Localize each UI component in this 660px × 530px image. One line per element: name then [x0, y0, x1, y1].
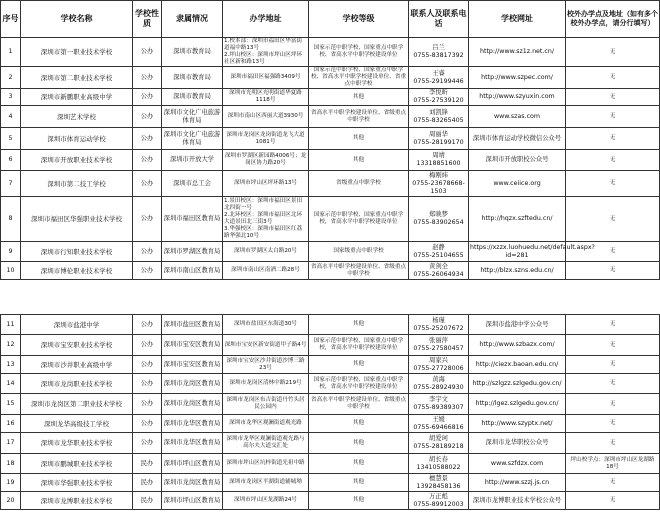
row-number-cell: 8 [1, 197, 21, 242]
school-nature-cell: 公办 [133, 242, 162, 262]
school-name-cell: 深圳龙华高级技工学校 [21, 415, 133, 433]
contact-cell: 周靖 13318851600 [409, 150, 469, 171]
external-sites-cell: 无 [566, 492, 660, 510]
external-sites-cell: 坪山校学点：深圳市坪山区龙湖路18号 [566, 454, 660, 474]
school-nature-cell: 公办 [133, 356, 162, 374]
address-cell: 深圳市罗湖区新园路4006号；龙岗区协力路20号 [223, 150, 309, 171]
table-row [1, 128, 660, 150]
school-name-cell: 深圳市盐港中学 [21, 315, 133, 335]
school-nature-cell: 公办 [133, 394, 162, 415]
affiliation-cell: 深圳市坪山区教育局 [162, 454, 223, 474]
row-number-cell: 2 [1, 67, 21, 89]
address-cell: 1.校本部：深圳市福田区华富街道福中路13号 2.坪山校区：深圳市坪山区坪环社区新和路13号 [223, 38, 309, 67]
website-cell: http://blzx.szns.edu.cn/ [469, 262, 566, 280]
affiliation-cell: 深圳市龙岗区教育局 [162, 394, 223, 415]
schools-table-part2 [0, 314, 660, 510]
row-number-cell: 7 [1, 171, 21, 197]
website-cell: 深圳市开放职校公众号 [469, 150, 566, 171]
school-nature-cell: 公办 [133, 335, 162, 356]
table-row [1, 106, 660, 128]
header-no: 序号 [1, 1, 21, 38]
grade-cell: 国家示范中职学校、国家重点中职学校，省高水平中职学校建设单位 [309, 335, 409, 356]
row-number-cell: 19 [1, 474, 21, 492]
contact-cell: 周家兴 0755-27728006 [409, 356, 469, 374]
header-url: 学校网址 [469, 1, 566, 38]
external-sites-cell: 无 [566, 128, 660, 150]
contact-cell: 黄剑全 0755-26064934 [409, 262, 469, 280]
school-name-cell: 深圳市沙井职业高级中学 [21, 356, 133, 374]
table-row [1, 492, 660, 510]
website-cell: http://szlgzz.szlgedu.gov.cn/ [469, 374, 566, 394]
affiliation-cell: 深圳市坪山区教育局 [162, 492, 223, 510]
address-cell: 深圳市龙华区观澜街道观光路与高尔夫大道交汇处 [223, 433, 309, 454]
page-gap [0, 303, 659, 314]
school-nature-cell: 公办 [133, 315, 162, 335]
school-name-cell: 深圳市福田区华强职业技术学校 [21, 197, 133, 242]
school-name-cell: 深圳艺术学校 [21, 106, 133, 128]
grade-cell: 国家示范中职学校、国家重点中职学校、省高水平中职学校建设单位、省重点中职学校 [309, 67, 409, 89]
school-name-cell: 深圳市博伦职业技术学校 [21, 262, 133, 280]
school-nature-cell: 公办 [133, 106, 162, 128]
row-number-cell: 16 [1, 415, 21, 433]
table-row [1, 415, 660, 433]
row-number-cell: 20 [1, 492, 21, 510]
affiliation-cell: 深圳市宝安区教育局 [162, 356, 223, 374]
affiliation-cell: 深圳市教育局 [162, 89, 223, 106]
table-row [1, 394, 660, 415]
external-sites-cell: 无 [566, 197, 660, 242]
table-row [1, 38, 660, 67]
table-row [1, 454, 660, 474]
affiliation-cell: 深圳市南山区教育局 [162, 262, 223, 280]
contact-cell: 吕兰 0755-83817392 [409, 38, 469, 67]
header-row [1, 1, 660, 38]
row-number-cell: 13 [1, 356, 21, 374]
address-cell: 深圳市福田区福强路3409号 [223, 67, 309, 89]
table-row [1, 262, 660, 280]
external-sites-cell: 无 [566, 38, 660, 67]
row-number-cell: 15 [1, 394, 21, 415]
address-cell: 深圳市坪山区坑梓街道光祖中路 [223, 454, 309, 474]
contact-cell: 李悦昕 0755-27539120 [409, 89, 469, 106]
header-nature: 学校性质 [133, 1, 162, 38]
affiliation-cell: 深圳市教育局 [162, 38, 223, 67]
address-cell: 深圳市坪山区龙湖路24号 [223, 492, 309, 510]
row-number-cell: 18 [1, 454, 21, 474]
website-cell: http://www.sz1z.net.cn/ [469, 38, 566, 67]
external-sites-cell: 无 [566, 67, 660, 89]
header-external-sites: 校外办学点及地址（如有多个校外办学点，请分行填写） [566, 1, 660, 38]
row-number-cell: 6 [1, 150, 21, 171]
contact-cell: 檀慧景 13928458136 [409, 474, 469, 492]
website-cell: www.szfdzx.com [469, 454, 566, 474]
external-sites-cell: 无 [566, 335, 660, 356]
external-sites-cell: 无 [566, 374, 660, 394]
website-cell: https://xzzx.luohuedu.net/default.aspx?id=281 [469, 242, 566, 262]
school-nature-cell: 公办 [133, 415, 162, 433]
table-row [1, 315, 660, 335]
grade-cell: 国家示范中职学校、国家重点中职学校，省高水平中职学校建设单位 [309, 197, 409, 242]
table-row [1, 150, 660, 171]
table-row [1, 374, 660, 394]
affiliation-cell: 深圳市龙岗区教育局 [162, 474, 223, 492]
table-row [1, 433, 660, 454]
table-row [1, 242, 660, 262]
website-cell: http://www.szyuxin.com [469, 89, 566, 106]
website-cell: http://ciezx.baoan.edu.cn/ [469, 356, 566, 374]
school-name-cell: 深圳市开放职业技术学校 [21, 150, 133, 171]
row-number-cell: 12 [1, 335, 21, 356]
affiliation-cell: 深圳市文化广电旅游体育局 [162, 106, 223, 128]
grade-cell: 省高水平中职学校建设单位、省级重点中职学校 [309, 394, 409, 415]
row-number-cell: 14 [1, 374, 21, 394]
row-number-cell: 1 [1, 38, 21, 67]
school-name-cell: 深圳市龙岗区第二职业技术学校 [21, 394, 133, 415]
school-nature-cell: 公办 [133, 128, 162, 150]
school-nature-cell: 公办 [133, 150, 162, 171]
affiliation-cell: 深圳市盐田区教育局 [162, 315, 223, 335]
contact-cell: 张丽萍 0755-27580457 [409, 335, 469, 356]
school-name-cell: 深圳市龙博职业技术学校 [21, 492, 133, 510]
external-sites-cell: 无 [566, 106, 660, 128]
school-name-cell: 深圳市龙华职业技术学校 [21, 433, 133, 454]
address-cell: 深圳市罗湖区太白路20号 [223, 242, 309, 262]
grade-cell: 省级重点中职学校 [309, 171, 409, 197]
grade-cell: 省高水平中职学校建设单位、省级重点中职学校 [309, 106, 409, 128]
table-row [1, 474, 660, 492]
header-affiliation: 隶属情况 [162, 1, 223, 38]
contact-cell: 李宇文 0755-89389307 [409, 394, 469, 415]
grade-cell: 其他 [309, 492, 409, 510]
row-number-cell: 9 [1, 242, 21, 262]
address-cell: 深圳市南山区南酒二路28号 [223, 262, 309, 280]
school-nature-cell: 公办 [133, 67, 162, 89]
school-name-cell: 深圳市新鹏职业高级中学 [21, 89, 133, 106]
address-cell: 深圳市盐田区东海道30号 [223, 315, 309, 335]
website-cell: http://www.szbazx.com/ [469, 335, 566, 356]
grade-cell: 其他 [309, 315, 409, 335]
school-nature-cell: 公办 [133, 374, 162, 394]
contact-cell: 周丽华 0755-28199170 [409, 128, 469, 150]
contact-cell: 胡长春 13410588022 [409, 454, 469, 474]
school-nature-cell: 公办 [133, 89, 162, 106]
website-cell: http://www.szpec.com/ [469, 67, 566, 89]
grade-cell: 其他 [309, 150, 409, 171]
affiliation-cell: 深圳市教育局 [162, 67, 223, 89]
address-cell: 1.景田校区：深圳市福田区景田北四街一号 2.北环校区：深圳市福田区北环大道景田北三街3号 3.华强校区：深圳市福田区红荔路华强北10号 [223, 197, 309, 242]
website-cell: www.szas.com [469, 106, 566, 128]
grade-cell: 国家示范中职学校、国家重点中职学校，省高水平中职学校建设单位 [309, 374, 409, 394]
grade-cell: 其他 [309, 89, 409, 106]
website-cell: http://hqzx.szftedu.cn/ [469, 197, 566, 242]
school-nature-cell: 公办 [133, 197, 162, 242]
grade-cell: 其他 [309, 128, 409, 150]
address-cell: 深圳市光明区光明街道华夏路1118号 [223, 89, 309, 106]
school-name-cell: 深圳市龙岗职业技术学校 [21, 374, 133, 394]
external-sites-cell: 无 [566, 242, 660, 262]
affiliation-cell: 深圳市罗湖区教育局 [162, 242, 223, 262]
grade-cell: 国家示范中职学校、国家重点中职学校、省高水平中职学校建设单位 [309, 38, 409, 67]
header-name: 学校名称 [21, 1, 133, 38]
school-name-cell: 深圳市第二职业技术学校 [21, 67, 133, 89]
header-grade: 学校等级 [309, 1, 409, 38]
table-row [1, 171, 660, 197]
grade-cell: 其他 [309, 415, 409, 433]
row-number-cell: 17 [1, 433, 21, 454]
table-row [1, 335, 660, 356]
row-number-cell: 5 [1, 128, 21, 150]
address-cell: 深圳市龙岗区平湖街道辅城坳 [223, 474, 309, 492]
school-name-cell: 深圳市体育运动学校 [21, 128, 133, 150]
grade-cell: 其他 [309, 433, 409, 454]
grade-cell: 省高水平中职学校建设单位、省级重点中职学校 [309, 262, 409, 280]
contact-cell: 王媛 0755-69466816 [409, 415, 469, 433]
row-number-cell: 11 [1, 315, 21, 335]
contact-cell: 万正彪 0755-89912003 [409, 492, 469, 510]
external-sites-cell: 无 [566, 474, 660, 492]
contact-cell: 刘凯锋 0755-83265405 [409, 106, 469, 128]
external-sites-cell: 无 [566, 315, 660, 335]
grade-cell: 国家级重点中职学校 [309, 242, 409, 262]
address-cell: 深圳市龙岗区清林中路219号 [223, 374, 309, 394]
table-row [1, 197, 660, 242]
school-name-cell: 深圳市第一职业技术学校 [21, 38, 133, 67]
school-nature-cell: 民办 [133, 474, 162, 492]
address-cell: 深圳市南山区西丽大道3930号 [223, 106, 309, 128]
address-cell: 深圳市宝安区新安街道甲子路4号 [223, 335, 309, 356]
school-nature-cell: 公办 [133, 38, 162, 67]
external-sites-cell: 无 [566, 89, 660, 106]
contact-cell: 胡爱珂 0755-28189218 [409, 433, 469, 454]
contact-cell: 黄海 0755-28924930 [409, 374, 469, 394]
header-contact: 联系人及联系电话 [409, 1, 469, 38]
school-name-cell: 深圳市行知职业技术学校 [21, 242, 133, 262]
external-sites-cell: 无 [566, 150, 660, 171]
address-cell: 深圳市龙岗区龙岗街道龙飞大道1081号 [223, 128, 309, 150]
address-cell: 深圳市龙华区观澜街道观光路 [223, 415, 309, 433]
school-nature-cell: 民办 [133, 454, 162, 474]
school-nature-cell: 公办 [133, 433, 162, 454]
website-cell: 深圳市龙华职校公众号 [469, 433, 566, 454]
contact-cell: 梅刚炜 0755-23678668-1503 [409, 171, 469, 197]
table-row [1, 67, 660, 89]
website-cell: www.ceiice.org [469, 171, 566, 197]
school-nature-cell: 公办 [133, 171, 162, 197]
affiliation-cell: 深圳市开放大学 [162, 150, 223, 171]
grade-cell: 其他 [309, 454, 409, 474]
website-cell: http://lgez.szlgedu.gov.cn/ [469, 394, 566, 415]
row-number-cell: 3 [1, 89, 21, 106]
address-cell: 深圳市龙岗区布吉街道丹竹头居民公园内 [223, 394, 309, 415]
row-number-cell: 10 [1, 262, 21, 280]
contact-cell: 王睿 0755-29199446 [409, 67, 469, 89]
school-name-cell: 深圳市鹏城职业技术学校 [21, 454, 133, 474]
table-row [1, 356, 660, 374]
school-name-cell: 深圳市宝安职业技术学校 [21, 335, 133, 356]
school-nature-cell: 公办 [133, 262, 162, 280]
external-sites-cell: 无 [566, 415, 660, 433]
website-cell: 深圳市体育运动学校微信公众号 [469, 128, 566, 150]
affiliation-cell: 深圳市福田区教育局 [162, 197, 223, 242]
external-sites-cell: 无 [566, 356, 660, 374]
address-cell: 深圳市宝安区沙井街道沙博三路23号 [223, 356, 309, 374]
contact-cell: 赵静 0755-25104655 [409, 242, 469, 262]
grade-cell: 其他 [309, 356, 409, 374]
address-cell: 深圳市坪山区坪环路13号 [223, 171, 309, 197]
website-cell: http://www.szyptx.net/ [469, 415, 566, 433]
table-row [1, 89, 660, 106]
contact-cell: 杨瑾 0755-25207672 [409, 315, 469, 335]
external-sites-cell: 无 [566, 262, 660, 280]
affiliation-cell: 深圳市总工会 [162, 171, 223, 197]
school-name-cell: 深圳市第二技工学校 [21, 171, 133, 197]
website-cell: 深圳市龙博职业技术学校公众号 [469, 492, 566, 510]
affiliation-cell: 深圳市文化广电旅游体育局 [162, 128, 223, 150]
grade-cell: 其他 [309, 474, 409, 492]
row-number-cell: 4 [1, 106, 21, 128]
header-address: 办学地址 [223, 1, 309, 38]
affiliation-cell: 深圳市龙华区教育局 [162, 433, 223, 454]
external-sites-cell: 无 [566, 394, 660, 415]
website-cell: 深圳市盐港中学公众号 [469, 315, 566, 335]
affiliation-cell: 深圳市龙华区教育局 [162, 415, 223, 433]
external-sites-cell: 无 [566, 433, 660, 454]
affiliation-cell: 深圳市宝安区教育局 [162, 335, 223, 356]
website-cell: http://www.szzj.js.cn [469, 474, 566, 492]
contact-cell: 郑映梦 0755-83902654 [409, 197, 469, 242]
affiliation-cell: 深圳市龙岗区教育局 [162, 374, 223, 394]
external-sites-cell: 无 [566, 171, 660, 197]
school-nature-cell: 民办 [133, 492, 162, 510]
school-name-cell: 深圳市华强职业技术学校 [21, 474, 133, 492]
